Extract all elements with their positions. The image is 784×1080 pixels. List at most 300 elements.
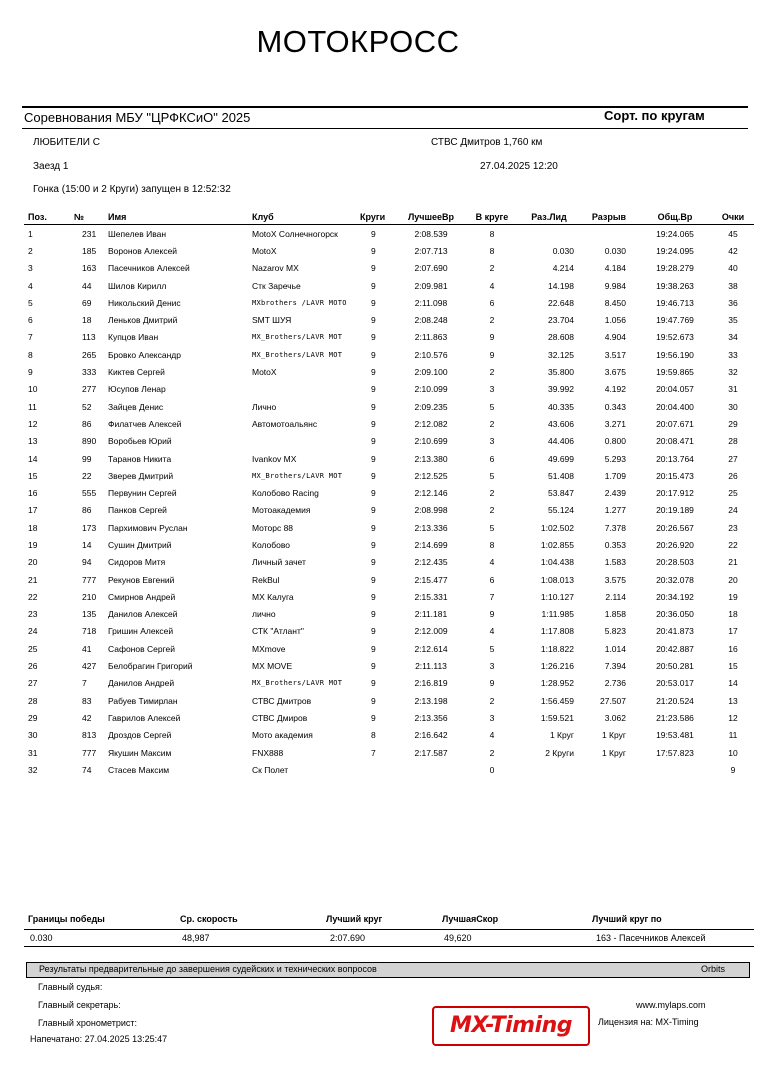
cell-gap: 1.014 xyxy=(604,643,626,654)
cell-position: 32 xyxy=(28,764,38,775)
cell-diff-leader: 23.704 xyxy=(548,315,574,326)
cell-total-time: 19:24.065 xyxy=(656,228,694,239)
cell-in-lap: 2 xyxy=(489,367,495,378)
mx-timing-logo-text: MX-Timing xyxy=(449,1013,573,1038)
preliminary-results-note xyxy=(26,962,750,978)
cell-club: MXbrothers /LAVR MOTO xyxy=(252,298,347,307)
cell-laps: 9 xyxy=(371,626,376,637)
table-row xyxy=(24,692,754,709)
cell-best-time: 2:15.331 xyxy=(414,591,448,602)
table-row xyxy=(24,709,754,726)
cell-name: Рабуев Тимирлан xyxy=(108,695,178,706)
cell-club: MotoX xyxy=(252,367,277,378)
cell-club: Моторс 88 xyxy=(252,522,294,533)
cell-gap: 27.507 xyxy=(600,695,626,706)
cell-best-time: 2:12.614 xyxy=(414,643,448,654)
cell-name: Зайцев Денис xyxy=(108,401,164,412)
cell-position: 12 xyxy=(28,418,38,429)
cell-laps: 9 xyxy=(371,263,376,274)
cell-gap: 1.709 xyxy=(604,470,626,481)
cell-laps: 9 xyxy=(371,436,376,447)
cell-laps: 9 xyxy=(371,384,376,395)
cell-total-time: 20:50.281 xyxy=(656,661,694,672)
cell-in-lap: 2 xyxy=(489,263,495,274)
summary-divider xyxy=(24,929,754,930)
table-row xyxy=(24,519,754,536)
col-header-best-time: ЛучшееВр xyxy=(396,210,466,225)
header-divider-thin xyxy=(22,128,748,129)
heat-name: Заезд 1 xyxy=(33,161,69,172)
cell-best-time: 2:09.100 xyxy=(414,367,448,378)
cell-number: 99 xyxy=(82,453,92,464)
cell-number: 52 xyxy=(82,401,92,412)
cell-number: 890 xyxy=(82,436,97,447)
cell-total-time: 20:53.017 xyxy=(656,678,694,689)
cell-position: 9 xyxy=(28,367,33,378)
cell-in-lap: 3 xyxy=(489,661,495,672)
cell-gap: 1 Круг xyxy=(601,730,626,741)
cell-laps: 9 xyxy=(371,591,376,602)
cell-position: 21 xyxy=(28,574,38,585)
col-header-total-time: Общ.Вр xyxy=(638,210,712,225)
cell-gap: 4.192 xyxy=(604,384,626,395)
cell-diff-leader: 35.800 xyxy=(548,367,574,378)
cell-total-time: 20:17.912 xyxy=(656,488,694,499)
license-text: Лицензия на: MX-Timing xyxy=(598,1017,699,1027)
cell-diff-leader: 14.198 xyxy=(548,280,574,291)
document-title: МОТОКРОСС xyxy=(256,24,460,59)
cell-points: 13 xyxy=(728,695,738,706)
cell-total-time: 20:07.671 xyxy=(656,418,694,429)
cell-gap: 4.904 xyxy=(604,332,626,343)
cell-total-time: 21:23.586 xyxy=(656,712,694,723)
cell-club: лично xyxy=(252,609,276,620)
cell-position: 11 xyxy=(28,401,37,412)
website-link[interactable]: www.mylaps.com xyxy=(636,1000,706,1010)
table-row xyxy=(24,588,754,605)
cell-number: 163 xyxy=(82,263,97,274)
cell-in-lap: 2 xyxy=(489,505,495,516)
cell-number: 555 xyxy=(82,488,97,499)
cell-club: MX_Brothers/LAVR MOT xyxy=(252,471,343,480)
cell-total-time: 20:28.503 xyxy=(656,557,694,568)
cell-best-time: 2:16.819 xyxy=(414,678,448,689)
cell-best-time: 2:14.699 xyxy=(414,539,448,550)
cell-diff-leader: 1:28.952 xyxy=(540,678,574,689)
cell-in-lap: 5 xyxy=(489,522,495,533)
win-margin-label: Границы победы xyxy=(28,914,105,924)
cell-laps: 9 xyxy=(371,245,376,256)
table-row xyxy=(24,311,754,328)
cell-gap xyxy=(580,761,638,778)
cell-total-time: 20:15.473 xyxy=(656,470,694,481)
best-lap-by-value: 163 - Пасечников Алексей xyxy=(596,933,706,943)
col-header-laps: Круги xyxy=(360,210,396,225)
cell-number: 210 xyxy=(82,591,97,602)
cell-position: 27 xyxy=(28,678,38,689)
cell-best-time: 2:12.525 xyxy=(414,470,448,481)
cell-club xyxy=(252,381,360,398)
cell-points: 16 xyxy=(728,643,738,654)
sort-label: Сорт. по кругам xyxy=(604,108,705,123)
cell-in-lap: 4 xyxy=(489,280,495,291)
col-header-position: Поз. xyxy=(24,210,58,225)
results-body xyxy=(24,225,754,779)
cell-total-time: 20:36.050 xyxy=(656,609,694,620)
cell-laps: 9 xyxy=(371,505,376,516)
cell-name: Сафонов Сергей xyxy=(108,643,175,654)
cell-laps: 9 xyxy=(371,280,376,291)
cell-name: Бровко Александр xyxy=(108,349,181,360)
cell-diff-leader: 1:56.459 xyxy=(540,695,574,706)
cell-number: 44 xyxy=(82,280,92,291)
best-lap-value: 2:07.690 xyxy=(330,933,366,943)
competition-name: Соревнования МБУ "ЦРФКСиО" 2025 xyxy=(24,110,251,125)
cell-best-time: 2:13.356 xyxy=(414,712,448,723)
cell-laps: 9 xyxy=(371,228,376,239)
table-row xyxy=(24,260,754,277)
cell-in-lap: 9 xyxy=(489,609,495,620)
cell-club: Мотоакадемия xyxy=(252,505,311,516)
cell-total-time: 19:38.263 xyxy=(656,280,694,291)
cell-points: 26 xyxy=(728,470,738,481)
cell-gap: 3.062 xyxy=(604,712,626,723)
cell-total-time: 20:26.567 xyxy=(656,522,694,533)
cell-position: 31 xyxy=(28,747,38,758)
cell-club: Мото академия xyxy=(252,730,313,741)
cell-laps: 9 xyxy=(371,488,376,499)
cell-total-time: 20:08.471 xyxy=(656,436,694,447)
table-row xyxy=(24,675,754,692)
cell-laps: 8 xyxy=(371,730,376,741)
cell-gap: 3.575 xyxy=(604,574,626,585)
best-speed-value: 49,620 xyxy=(444,933,472,943)
cell-best-time: 2:13.198 xyxy=(414,695,448,706)
cell-name: Филатчев Алексей xyxy=(108,418,182,429)
cell-best-time: 2:13.380 xyxy=(414,453,448,464)
table-row xyxy=(24,381,754,398)
best-lap-by-label: Лучший круг по xyxy=(592,914,662,924)
cell-in-lap: 2 xyxy=(489,315,495,326)
chief-secretary-label: Главный секретарь: xyxy=(38,1000,121,1010)
cell-total-time: 20:13.764 xyxy=(656,453,694,464)
table-row xyxy=(24,329,754,346)
cell-in-lap: 9 xyxy=(489,349,495,360)
preliminary-note-text: Результаты предварительные до завершения судейских и технических вопросов xyxy=(39,964,377,974)
cell-diff-leader: 4.214 xyxy=(552,263,574,274)
cell-laps: 9 xyxy=(371,470,376,481)
col-header-points: Очки xyxy=(712,210,754,225)
cell-total-time: 19:52.673 xyxy=(656,332,694,343)
cell-number: 14 xyxy=(82,539,92,550)
cell-laps: 9 xyxy=(371,695,376,706)
table-row xyxy=(24,398,754,415)
cell-total-time: 19:59.865 xyxy=(656,367,694,378)
cell-name: Леньков Дмитрий xyxy=(108,315,178,326)
cell-diff-leader: 1:02.502 xyxy=(540,522,574,533)
cell-position: 29 xyxy=(28,712,38,723)
cell-total-time: 19:56.190 xyxy=(656,349,694,360)
cell-name: Данилов Андрей xyxy=(108,678,175,689)
cell-best-time: 2:13.336 xyxy=(414,522,448,533)
cell-number: 265 xyxy=(82,349,97,360)
cell-best-time: 2:09.981 xyxy=(414,280,448,291)
cell-name: Дроздов Сергей xyxy=(108,730,172,741)
cell-total-time: 21:20.524 xyxy=(656,695,694,706)
cell-number: 7 xyxy=(82,678,87,689)
cell-gap: 4.184 xyxy=(604,263,626,274)
cell-number: 718 xyxy=(82,626,97,637)
cell-laps: 9 xyxy=(371,315,376,326)
cell-laps: 9 xyxy=(371,661,376,672)
col-header-diff-leader: Раз.Лид xyxy=(518,210,580,225)
cell-in-lap: 9 xyxy=(489,678,495,689)
cell-name: Смирнов Андрей xyxy=(108,591,176,602)
cell-number: 813 xyxy=(82,730,97,741)
results-table xyxy=(24,210,754,779)
cell-points: 15 xyxy=(728,661,738,672)
cell-club: MX_Brothers/LAVR MOT xyxy=(252,679,343,688)
table-row xyxy=(24,484,754,501)
cell-best-time: 2:11.181 xyxy=(414,609,448,620)
cell-laps: 9 xyxy=(371,297,376,308)
cell-position: 14 xyxy=(28,453,38,464)
cell-club: MotoX Солнечногорск xyxy=(252,228,338,239)
cell-gap: 7.378 xyxy=(604,522,626,533)
table-row xyxy=(24,242,754,259)
cell-diff-leader xyxy=(518,761,580,778)
table-row xyxy=(24,554,754,571)
cell-in-lap: 4 xyxy=(489,626,495,637)
table-row xyxy=(24,727,754,744)
cell-laps: 9 xyxy=(371,557,376,568)
cell-points: 27 xyxy=(728,453,738,464)
table-row xyxy=(24,277,754,294)
cell-gap: 1.277 xyxy=(604,505,626,516)
cell-name: Рекунов Евгений xyxy=(108,574,175,585)
cell-diff-leader: 1:04.438 xyxy=(540,557,574,568)
cell-points: 33 xyxy=(728,349,738,360)
cell-number: 86 xyxy=(82,505,92,516)
cell-number: 83 xyxy=(82,695,92,706)
cell-laps: 9 xyxy=(371,539,376,550)
cell-total-time: 19:24.095 xyxy=(656,245,694,256)
cell-laps: 9 xyxy=(371,453,376,464)
cell-name: Сушин Дмитрий xyxy=(108,539,172,550)
cell-number: 86 xyxy=(82,418,92,429)
mx-timing-logo xyxy=(432,1006,590,1046)
cell-club: СТВС Дмиров xyxy=(252,712,308,723)
cell-name: Пасечников Алексей xyxy=(108,263,190,274)
cell-club: Nazarov MX xyxy=(252,263,299,274)
cell-number: 41 xyxy=(82,643,92,654)
cell-club: Лично xyxy=(252,401,277,412)
summary-bottom-divider xyxy=(24,946,754,947)
cell-name: Шепелев Иван xyxy=(108,228,167,239)
cell-diff-leader: 1 Круг xyxy=(549,730,574,741)
cell-points: 42 xyxy=(728,245,738,256)
cell-diff-leader: 1:59.521 xyxy=(540,712,574,723)
cell-gap: 2.114 xyxy=(605,591,626,602)
cell-number: 42 xyxy=(82,712,92,723)
cell-number: 94 xyxy=(82,557,92,568)
cell-position: 2 xyxy=(28,245,33,256)
table-row xyxy=(24,346,754,363)
cell-points: 11 xyxy=(728,730,738,741)
cell-diff-leader: 1:08.013 xyxy=(540,574,574,585)
table-row xyxy=(24,761,754,778)
cell-in-lap: 2 xyxy=(489,747,495,758)
cell-points: 22 xyxy=(728,539,738,550)
cell-laps xyxy=(360,761,396,778)
cell-gap: 1.056 xyxy=(604,315,626,326)
cell-best-time: 2:07.713 xyxy=(414,245,448,256)
track-name: СТВС Дмитров 1,760 км xyxy=(431,137,543,148)
heat-datetime: 27.04.2025 12:20 xyxy=(480,161,558,172)
cell-points: 10 xyxy=(728,747,738,758)
cell-in-lap: 5 xyxy=(489,470,495,481)
cell-points: 17 xyxy=(728,626,738,637)
cell-number: 69 xyxy=(82,297,92,308)
cell-diff-leader: 22.648 xyxy=(548,297,574,308)
cell-in-lap: 8 xyxy=(489,228,495,239)
cell-laps: 9 xyxy=(371,712,376,723)
cell-laps: 9 xyxy=(371,574,376,585)
cell-laps: 9 xyxy=(371,522,376,533)
cell-total-time: 17:57.823 xyxy=(656,747,694,758)
cell-total-time: 20:41.873 xyxy=(656,626,694,637)
cell-position: 16 xyxy=(28,488,38,499)
cell-club: Личный зачет xyxy=(252,557,306,568)
cell-in-lap: 2 xyxy=(489,418,495,429)
cell-in-lap: 2 xyxy=(489,488,495,499)
results-header-row xyxy=(24,210,754,225)
cell-position: 13 xyxy=(28,436,38,447)
cell-points: 34 xyxy=(728,332,738,343)
cell-club: SMT ШУЯ xyxy=(252,315,292,326)
cell-name: Воробьев Юрий xyxy=(108,436,172,447)
cell-position: 20 xyxy=(28,557,38,568)
cell-gap: 3.675 xyxy=(604,367,626,378)
col-header-name: Имя xyxy=(108,210,252,225)
cell-position: 15 xyxy=(28,470,38,481)
cell-number: 18 xyxy=(82,315,92,326)
cell-points: 20 xyxy=(728,574,738,585)
race-info: Гонка (15:00 и 2 Круги) запущен в 12:52:32 xyxy=(33,184,231,195)
cell-gap: 7.394 xyxy=(604,661,626,672)
cell-total-time: 19:46.713 xyxy=(656,297,694,308)
cell-points: 29 xyxy=(728,418,738,429)
cell-in-lap: 9 xyxy=(489,332,495,343)
cell-gap: 8.450 xyxy=(604,297,626,308)
cell-points: 21 xyxy=(728,557,738,568)
cell-gap: 2.439 xyxy=(604,488,626,499)
cell-total-time: 20:42.887 xyxy=(656,643,694,654)
table-row xyxy=(24,571,754,588)
avg-speed-value: 48,987 xyxy=(182,933,210,943)
cell-total-time: 20:04.400 xyxy=(656,401,694,412)
col-header-club: Клуб xyxy=(252,210,360,225)
cell-points: 19 xyxy=(728,591,738,602)
cell-diff-leader: 43.606 xyxy=(548,418,574,429)
cell-name: Купцов Иван xyxy=(108,332,159,343)
cell-position: 24 xyxy=(28,626,38,637)
cell-diff-leader: 1:26.216 xyxy=(540,661,574,672)
cell-club: MXmove xyxy=(252,643,286,654)
cell-position: 30 xyxy=(28,730,38,741)
cell-diff-leader: 55.124 xyxy=(548,505,574,516)
cell-position: 23 xyxy=(28,609,38,620)
cell-number: 427 xyxy=(82,661,97,672)
cell-name: Гришин Алексей xyxy=(108,626,174,637)
best-speed-label: ЛучшаяСкор xyxy=(442,914,499,924)
cell-name: Гаврилов Алексей xyxy=(108,712,181,723)
cell-club: СТВС Дмитров xyxy=(252,695,312,706)
cell-position: 19 xyxy=(28,539,38,550)
cell-position: 17 xyxy=(28,505,38,516)
table-row xyxy=(24,225,754,243)
chief-timekeeper-label: Главный хронометрист: xyxy=(38,1018,138,1028)
cell-in-lap: 0 xyxy=(489,764,495,775)
cell-diff-leader: 53.847 xyxy=(548,488,574,499)
cell-total-time: 20:32.078 xyxy=(656,574,694,585)
cell-club: СТК "Атлант" xyxy=(252,626,304,637)
cell-points: 23 xyxy=(728,522,738,533)
class-name: ЛЮБИТЕЛИ С xyxy=(33,137,100,148)
cell-gap: 1 Круг xyxy=(601,747,626,758)
cell-total-time: 19:53.481 xyxy=(656,730,694,741)
cell-diff-leader: 49.699 xyxy=(548,453,574,464)
cell-best-time: 2:11.098 xyxy=(414,297,448,308)
cell-gap: 0.030 xyxy=(604,245,626,256)
chief-judge-label: Главный судья: xyxy=(38,982,103,992)
cell-points: 36 xyxy=(728,297,738,308)
cell-gap: 2.736 xyxy=(604,678,626,689)
cell-number: 333 xyxy=(82,367,97,378)
cell-name: Воронов Алексей xyxy=(108,245,178,256)
cell-position: 4 xyxy=(28,280,33,291)
cell-number: 22 xyxy=(82,470,92,481)
cell-best-time: 2:16.642 xyxy=(414,730,448,741)
cell-position: 26 xyxy=(28,661,38,672)
cell-in-lap: 8 xyxy=(489,245,495,256)
cell-best-time: 2:10.576 xyxy=(414,349,448,360)
cell-diff-leader: 1:11.985 xyxy=(541,609,574,620)
best-lap-label: Лучший круг xyxy=(326,914,383,924)
cell-best-time: 2:12.146 xyxy=(414,488,448,499)
cell-club: RekBul xyxy=(252,574,280,585)
cell-best-time: 2:11.113 xyxy=(415,661,447,672)
cell-diff-leader: 2 Круги xyxy=(545,747,574,758)
cell-number: 185 xyxy=(82,245,97,256)
cell-total-time xyxy=(638,761,712,778)
cell-points: 18 xyxy=(728,609,738,620)
cell-club: MX_Brothers/LAVR MOT xyxy=(252,350,343,359)
cell-diff-leader: 39.992 xyxy=(548,384,574,395)
cell-best-time: 2:15.477 xyxy=(414,574,448,585)
cell-position: 7 xyxy=(28,332,33,343)
cell-gap: 9.984 xyxy=(604,280,626,291)
cell-gap: 5.823 xyxy=(604,626,626,637)
cell-name: Данилов Алексей xyxy=(108,609,178,620)
cell-best-time: 2:08.998 xyxy=(414,505,448,516)
cell-in-lap: 6 xyxy=(489,453,495,464)
cell-position: 3 xyxy=(28,263,33,274)
cell-best-time: 2:11.863 xyxy=(414,332,448,343)
table-row xyxy=(24,536,754,553)
cell-in-lap: 5 xyxy=(489,643,495,654)
avg-speed-label: Ср. скорость xyxy=(180,914,238,924)
